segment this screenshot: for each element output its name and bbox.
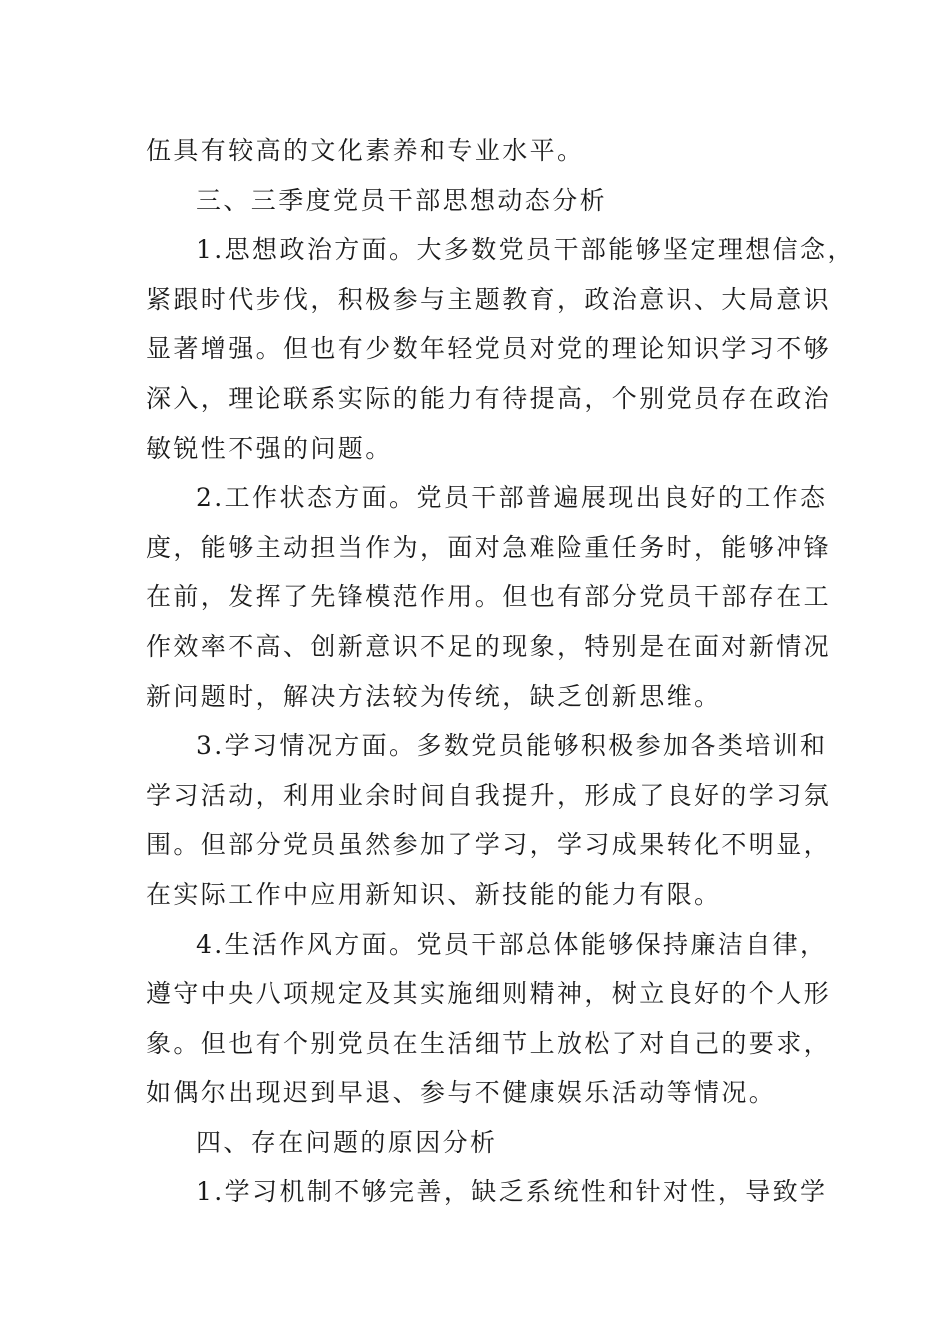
text-line: 在前，发挥了先锋模范作用。但也有部分党员干部存在工 <box>146 582 832 612</box>
document-body <box>146 126 855 1217</box>
text-line: 敏锐性不强的问题。 <box>146 433 393 463</box>
text-line: 三、三季度党员干部思想动态分析 <box>196 185 608 215</box>
text-line: 围。但部分党员虽然参加了学习，学习成果转化不明显， <box>146 830 832 860</box>
text-line: 作效率不高、创新意识不足的现象，特别是在面对新情况 <box>146 631 832 661</box>
text-line: 显著增强。但也有少数年轻党员对党的理论知识学习不够 <box>146 334 832 364</box>
text-line: 学习活动，利用业余时间自我提升，形成了良好的学习氛 <box>146 780 832 810</box>
text-line: 如偶尔出现迟到早退、参与不健康娱乐活动等情况。 <box>146 1078 777 1108</box>
text-line: 3.学习情况方面。多数党员能够积极参加各类培训和 <box>196 731 828 761</box>
text-line: 象。但也有个别党员在生活细节上放松了对自己的要求， <box>146 1028 832 1058</box>
text-line: 紧跟时代步伐，积极参与主题教育，政治意识、大局意识 <box>146 284 832 314</box>
text-line: 新问题时，解决方法较为传统，缺乏创新思维。 <box>146 681 722 711</box>
text-line: 4.生活作风方面。党员干部总体能够保持廉洁自律， <box>196 929 828 959</box>
text-line: 遵守中央八项规定及其实施细则精神，树立良好的个人形 <box>146 979 832 1009</box>
text-line: 2.工作状态方面。党员干部普遍展现出良好的工作态 <box>196 483 828 513</box>
text-line: 伍具有较高的文化素养和专业水平。 <box>146 136 585 165</box>
text-line: 四、存在问题的原因分析 <box>196 1127 498 1157</box>
text-line: 1.思想政治方面。大多数党员干部能够坚定理想信念， <box>196 235 855 265</box>
text-line: 1.学习机制不够完善，缺乏系统性和针对性，导致学 <box>196 1177 828 1207</box>
text-line: 度，能够主动担当作为，面对急难险重任务时，能够冲锋 <box>146 532 832 562</box>
text-line: 深入，理论联系实际的能力有待提高，个别党员存在政治 <box>146 383 832 413</box>
text-line: 在实际工作中应用新知识、新技能的能力有限。 <box>146 879 722 909</box>
